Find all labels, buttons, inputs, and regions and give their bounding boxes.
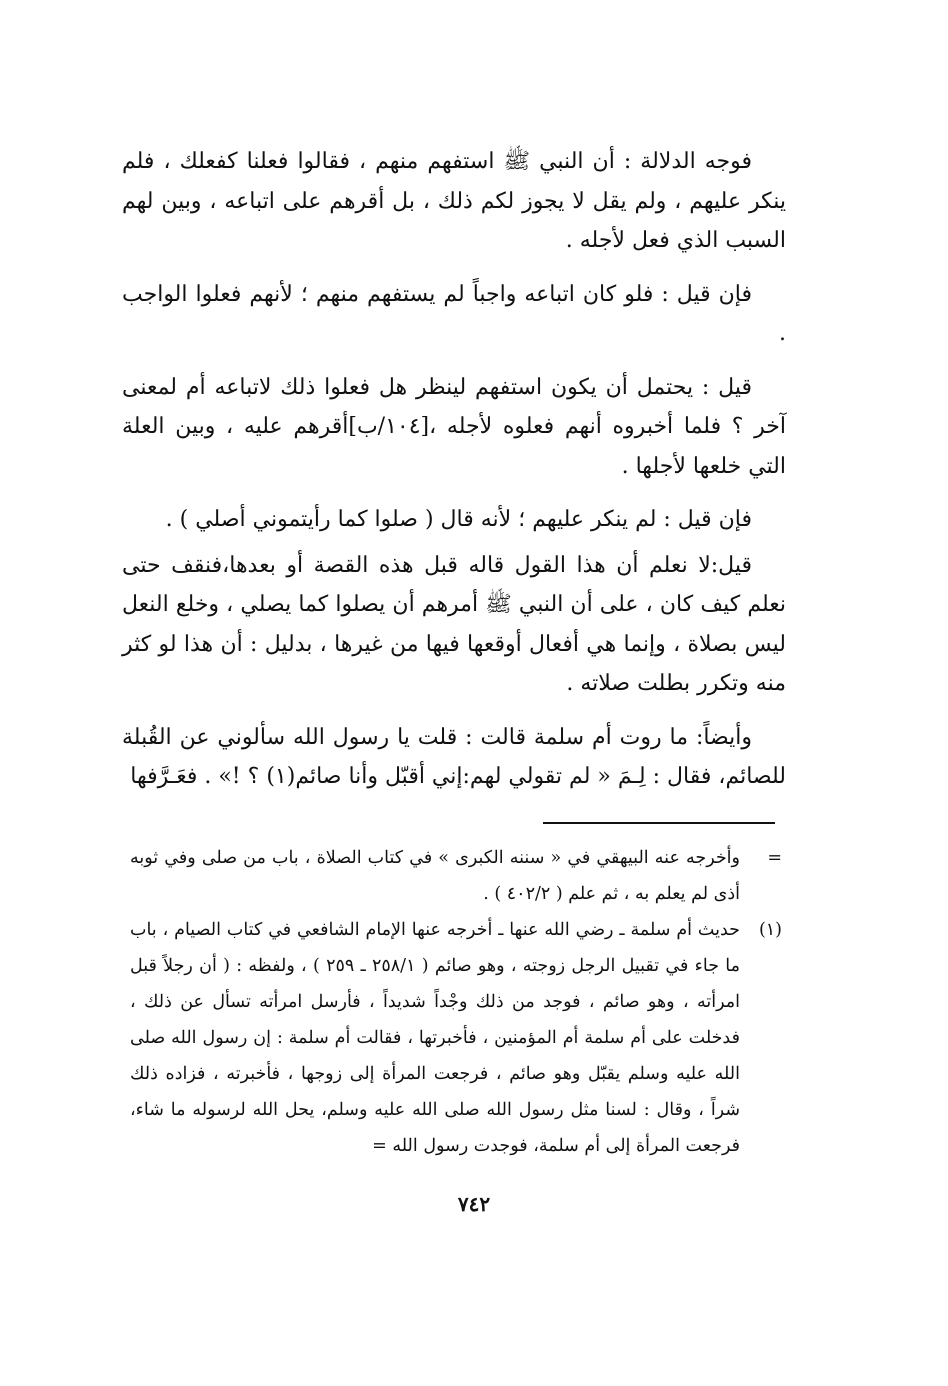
main-text-body (122, 142, 786, 811)
footnote-text: وأخرجه عنه البيهقي في « سننه الكبرى » في كتاب الصلاة ، باب من صلى وفي ثوبه أذى لم يعلم به ، ثم علم ( ٤٠٢/٢ ) . (130, 848, 740, 904)
footnotes-section (130, 840, 782, 1164)
footnote-continuation (130, 840, 782, 912)
footnote-text: حديث أم سلمة ـ رضي الله عنها ـ أخرجه عنها الإمام الشافعي في كتاب الصيام ، باب ما جاء في تقبيل الرجل زوجته ، وهو صائم ( ٢٥٨/١ ـ ٢٥٩ ) ، ولفظه : ( أن رجلاً قبل امرأته ، وهو صائم ، فوجد من ذلك وجْداً شديداً ، فأرسل امرأته تسأل عن ذلك ، فدخلت على أم سلمة أم المؤمنين ، فأخبرتها ، فقالت أم سلمة : إن رسول الله صلى الله عليه وسلم يقبّل وهو صائم ، فرجعت المرأة إلى زوجها ، فأخبرته ، فزاده ذلك شراً ، وقال : لسنا مثل رسول الله صلى الله عليه وسلم، يحل الله لرسوله ما شاء، فرجعت المرأة إلى أم سلمة، فوجدت رسول الله = (130, 920, 740, 1156)
footnote-marker: = (767, 848, 782, 868)
paragraph-proof: فوجه الدلالة : أن النبي ﷺ استفهم منهم ، فقالوا فعلنا كفعلك ، فلم ينكر عليهم ، ولم يقل لا يجوز لكم ذلك ، بل أقرهم على اتباعه ، وبين لهم السبب الذي فعل لأجله . (122, 149, 786, 253)
paragraph-umm-salama: وأيضاً: ما روت أم سلمة قالت : قلت يا رسول الله سألوني عن القُبلة للصائم، فقال : لِـمَ « لم تقولي لهم:إني أقبّل وأنا صائم(١) ؟ !» . فعَـرَّفها (122, 724, 786, 789)
footnote-marker: (١) (758, 920, 782, 940)
paragraph-reply-1: قيل : يحتمل أن يكون استفهم لينظر هل فعلوا ذلك لاتباعه أم لمعنى آخر ؟ فلما أخبروه أنهم فعلوه لأجله ،[١٠٤/ب]أقرهم عليه ، وبين العلة التي خلعها لأجلها . (122, 374, 786, 479)
footnote-divider (543, 822, 775, 824)
paragraph-objection-1: فإن قيل : فلو كان اتباعه واجباً لم يستفهم منهم ؛ لأنهم فعلوا الواجب . (122, 281, 786, 346)
page-number: ٧٤٢ (457, 1192, 491, 1216)
paragraph-objection-2: فإن قيل : لم ينكر عليهم ؛ لأنه قال ( صلوا كما رأيتموني أصلي ) . (165, 507, 752, 532)
paragraph-reply-2: قيل:لا نعلم أن هذا القول قاله قبل هذه القصة أو بعدها،فنقف حتى نعلم كيف كان ، على أن النبي ﷺ أمرهم أن يصلوا كما يصلي ، وخلع النعل ليس بصلاة ، وإنما هي أفعال أوقعها فيها من غيرها ، بدليل : أن هذا لو كثر منه وتكرر بطلت صلاته . (122, 552, 786, 696)
footnote-1 (130, 912, 782, 1164)
